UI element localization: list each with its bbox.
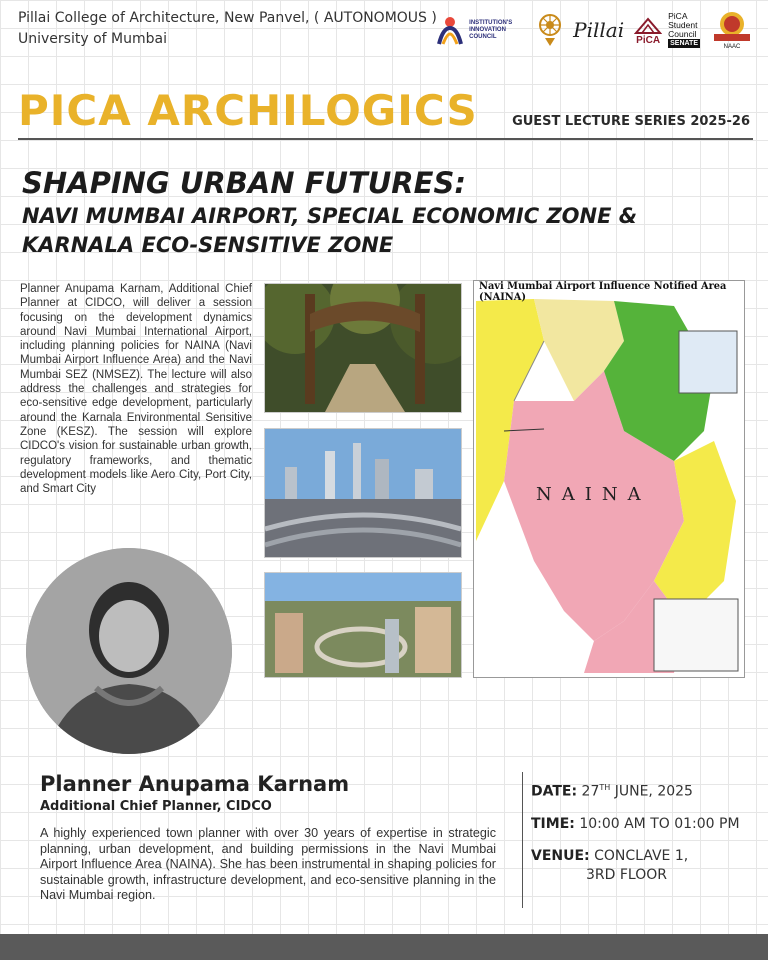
speaker-name: Planner Anupama Karnam (40, 772, 350, 796)
time-label: TIME: (531, 816, 575, 832)
map-area-label: NAINA (536, 484, 651, 505)
lecture-title: SHAPING URBAN FUTURES: (22, 166, 466, 200)
pica-student-council-logo (634, 12, 700, 48)
iic-logo (435, 14, 527, 46)
venue-line-2: 3RD FLOOR (586, 867, 667, 883)
naac-logo (710, 10, 754, 50)
iic-logo-text: INSTITUTION'S INNOVATION COUNCIL (469, 19, 513, 40)
karnala-sanctuary-photo (264, 283, 462, 413)
pica-logo-text: PiCA (636, 34, 661, 46)
council-line-1: PiCA (668, 11, 688, 21)
date-suffix: TH (599, 783, 611, 792)
event-venue (531, 848, 688, 864)
naina-map (473, 280, 745, 678)
council-line-3: Council (668, 29, 697, 39)
smart-city-aerial-photo (264, 572, 462, 678)
date-label: DATE: (531, 783, 578, 800)
lecture-subtitle-line-1: NAVI MUMBAI AIRPORT, SPECIAL ECONOMIC ZONE & (22, 204, 638, 228)
footer-bar (0, 934, 768, 960)
speaker-portrait (26, 548, 232, 754)
senate-badge: SENATE (670, 40, 698, 47)
naina-map-illustration (474, 281, 744, 677)
college-emblem-icon (537, 12, 563, 48)
pillai-script-logo: Pillai (573, 18, 625, 42)
naac-emblem-icon (710, 10, 754, 44)
council-line-2: Student (668, 20, 698, 30)
speaker-bio: A highly experienced town planner with over 30 years of expertise in strategic planning, urban development, and building permissions in the Navi Mumbai Airport Influence Area (NAINA). She has been instrumental in shaping policies for sustainable growth, infrastructure development, and eco-sensitive planning in the Navi Mumbai region. (40, 826, 496, 902)
speaker-role: Additional Chief Planner, CIDCO (40, 799, 272, 814)
naac-logo-text: NAAC (723, 44, 741, 50)
event-brand-title: PICA ARCHILOGICS (18, 86, 478, 135)
iic-emblem-icon (435, 14, 465, 46)
time-value: 10:00 AM TO 01:00 PM (579, 816, 740, 832)
sanctuary-gate-illustration (265, 284, 461, 412)
university-name: University of Mumbai (18, 31, 167, 47)
session-description: Planner Anupama Karnam, Additional Chief Planner at CIDCO, will deliver a session focusing on the development dynamics around Navi Mumbai International Airport, including planning policies for NAINA (Navi Mumbai Airport Influence Area) and the Navi Mumbai SEZ (NMSEZ). The lecture will also address the challenges and strategies for eco-sensitive edge development, particularly around the Karnala Environmental Sensitive Zone (KESZ). The session will explore CIDCO's vision for sustainable urban growth, regulatory frameworks, and thematic development models like Aero City, Port City, and Smart City (20, 283, 252, 496)
logo-strip (435, 10, 754, 50)
header-divider (18, 138, 753, 140)
venue-line-1: CONCLAVE 1, (594, 848, 689, 864)
event-date (531, 783, 693, 800)
pica-building-icon (634, 15, 662, 35)
lecture-series-label: GUEST LECTURE SERIES 2025-26 (512, 114, 750, 129)
aerial-city-illustration (265, 573, 461, 677)
date-day: 27 (581, 783, 600, 800)
institution-name: Pillai College of Architecture, New Panvel, ( AUTONOMOUS ) (18, 10, 437, 26)
lecture-subtitle-line-2: KARNALA ECO-SENSITIVE ZONE (22, 233, 394, 257)
map-title: Navi Mumbai Airport Influence Notified Area (NAINA) (479, 281, 727, 303)
skyline-illustration (265, 429, 461, 557)
details-divider (522, 772, 523, 908)
navi-mumbai-skyline-photo (264, 428, 462, 558)
date-rest: JUNE, 2025 (610, 783, 693, 800)
speaker-silhouette-icon (26, 548, 232, 754)
venue-label: VENUE: (531, 848, 590, 864)
event-time (531, 816, 740, 832)
